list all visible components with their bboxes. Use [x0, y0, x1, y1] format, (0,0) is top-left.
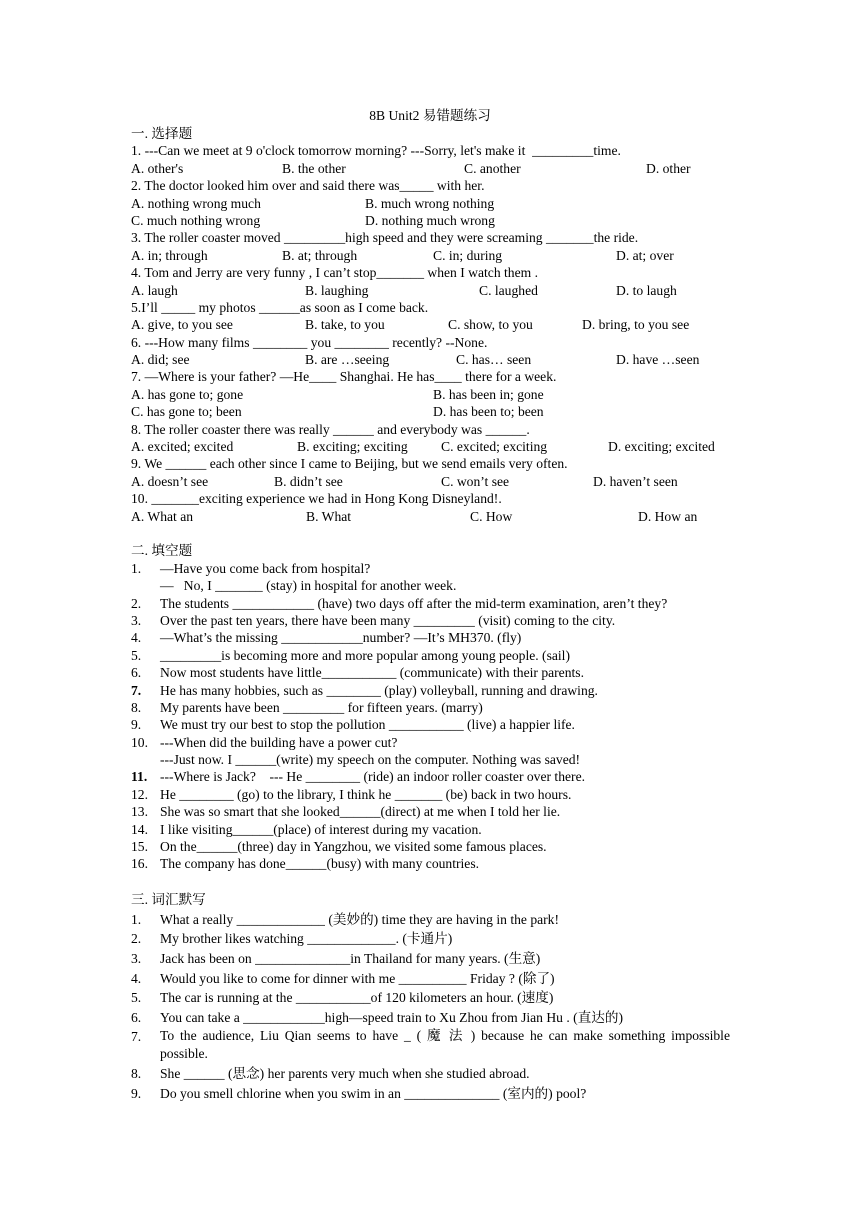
option-c: C. has gone to; been	[131, 404, 242, 420]
fill-item: 7. He has many hobbies, such as ________ (play) volleyball, running and drawing.	[131, 682, 598, 698]
question-5: 5.I’ll _____ my photos ______as soon as I come back.	[131, 299, 429, 315]
option-d: D. bring, to you see	[582, 317, 690, 333]
option-a: A. nothing wrong much	[131, 195, 261, 211]
fill-item: 15. On the______(three) day in Yangzhou, we visited some famous places.	[131, 839, 547, 855]
section-heading-fill-blank: 二. 填空题	[131, 543, 193, 559]
option-d: D. other	[646, 160, 691, 176]
option-b: B. didn’t see	[274, 473, 343, 489]
option-d: D. nothing much wrong	[365, 212, 495, 228]
question-4: 4. Tom and Jerry are very funny , I can’t stop_______ when I watch them .	[131, 265, 539, 281]
option-a: A. doesn’t see	[131, 473, 209, 489]
option-a: A. has gone to; gone	[131, 386, 244, 402]
option-d: D. How an	[638, 508, 698, 524]
fill-item: 2. The students ____________ (have) two days off after the mid-term examination, aren’t they?	[131, 595, 668, 611]
options-10	[131, 508, 731, 525]
option-b: B. What	[306, 508, 352, 524]
option-d: D. has been to; been	[433, 404, 544, 420]
vocab-item: 5. The car is running at the ___________of 120 kilometers an hour. (速度)	[131, 990, 554, 1006]
option-b: B. exciting; exciting	[297, 439, 408, 455]
fill-item: 11. ---Where is Jack? --- He ________ (ride) an indoor roller coaster over there.	[131, 769, 585, 785]
options-9	[131, 473, 731, 490]
option-a: A. What an	[131, 508, 194, 524]
options-1	[131, 160, 731, 177]
fill-item: 1. —Have you come back from hospital?	[131, 560, 371, 576]
fill-item: 4. —What’s the missing ____________number? —It’s MH370. (fly)	[131, 630, 522, 646]
option-d: D. haven’t seen	[593, 473, 678, 489]
option-c: C. another	[464, 160, 521, 176]
option-c: C. laughed	[479, 282, 538, 298]
vocab-item: 2. My brother likes watching _____________. (卡通片)	[131, 931, 453, 947]
option-d: D. at; over	[616, 247, 674, 263]
question-6: 6. ---How many films ________ you ________ recently? --None.	[131, 334, 488, 350]
option-d: D. exciting; excited	[608, 439, 715, 455]
question-7: 7. —Where is your father? —He____ Shanghai. He has____ there for a week.	[131, 369, 557, 385]
option-c: C. show, to you	[448, 317, 533, 333]
option-a: A. laugh	[131, 282, 178, 298]
fill-item: 14. I like visiting______(place) of interest during my vacation.	[131, 821, 482, 837]
worksheet	[131, 106, 731, 1104]
fill-item: 12. He ________ (go) to the library, I think he _______ (be) back in two hours.	[131, 786, 572, 802]
option-b: B. are …seeing	[305, 352, 390, 368]
option-b: B. has been in; gone	[433, 386, 544, 402]
option-d: D. to laugh	[616, 282, 677, 298]
options-2b	[131, 212, 731, 229]
vocab-item: 8. She ______ (思念) her parents very much when she studied abroad.	[131, 1066, 530, 1082]
fill-item: 16. The company has done______(busy) with many countries.	[131, 856, 480, 872]
options-7b	[131, 403, 731, 420]
fill-item: 5. _________is becoming more and more popular among young people. (sail)	[131, 647, 570, 663]
option-c: C. has… seen	[456, 352, 532, 368]
fill-item: 10. ---When did the building have a power cut?	[131, 734, 398, 750]
worksheet-title: 8B Unit2 易错题练习	[369, 108, 491, 123]
option-c: C. won’t see	[441, 473, 510, 489]
option-a: A. did; see	[131, 352, 190, 368]
fill-item: 6. Now most students have little___________ (communicate) with their parents.	[131, 665, 584, 681]
option-a: A. other's	[131, 160, 184, 176]
vocab-item: 1. What a really _____________ (美妙的) time they are having in the park!	[131, 911, 560, 927]
option-a: A. excited; excited	[131, 439, 234, 455]
question-1: 1. ---Can we meet at 9 o'clock tomorrow morning? ---Sorry, let's make it _________time.	[131, 143, 621, 159]
options-6	[131, 351, 731, 368]
option-b: B. the other	[282, 160, 346, 176]
question-9: 9. We ______ each other since I came to Beijing, but we send emails very often.	[131, 456, 568, 472]
fill-item: 8. My parents have been _________ for fifteen years. (marry)	[131, 699, 483, 715]
option-b: B. much wrong nothing	[365, 195, 495, 211]
question-3: 3. The roller coaster moved _________high speed and they were screaming _______the ride.	[131, 230, 639, 246]
vocab-item: 7. To the audience, Liu Qian seems to have _ ( 魔 法 ) because he can make something impossible possible.	[131, 1028, 730, 1062]
fill-item: 9. We must try our best to stop the pollution ___________ (live) a happier life.	[131, 717, 575, 733]
options-4	[131, 282, 731, 299]
question-2: 2. The doctor looked him over and said there was_____ with her.	[131, 178, 485, 194]
options-3	[131, 247, 731, 264]
options-5	[131, 316, 731, 333]
vocab-item: 9. Do you smell chlorine when you swim in an ______________ (室内的) pool?	[131, 1085, 587, 1101]
option-b: B. take, to you	[305, 317, 385, 333]
option-b: B. laughing	[305, 282, 369, 298]
fill-item: — No, I _______ (stay) in hospital for another week.	[160, 578, 457, 594]
option-c: C. much nothing wrong	[131, 212, 261, 228]
options-8	[131, 438, 731, 455]
vocab-item: 3. Jack has been on ______________in Thailand for many years. (生意)	[131, 950, 541, 966]
option-b: B. at; through	[282, 247, 358, 263]
fill-item: ---Just now. I ______(write) my speech on the computer. Nothing was saved!	[160, 752, 581, 768]
option-c: C. excited; exciting	[441, 439, 548, 455]
option-c: C. How	[470, 508, 513, 524]
options-2	[131, 195, 731, 212]
section-heading-vocabulary: 三. 词汇默写	[131, 892, 206, 908]
vocab-item: 4. Would you like to come for dinner with me __________ Friday ? (除了)	[131, 970, 555, 986]
question-10: 10. _______exciting experience we had in Hong Kong Disneyland!.	[131, 491, 502, 507]
question-8: 8. The roller coaster there was really ______ and everybody was ______.	[131, 421, 530, 437]
option-a: A. in; through	[131, 247, 208, 263]
vocab-item: 6. You can take a ____________high—speed train to Xu Zhou from Jian Hu . (直达的)	[131, 1009, 624, 1025]
option-d: D. have …seen	[616, 352, 700, 368]
fill-item: 13. She was so smart that she looked______(direct) at me when I told her lie.	[131, 804, 561, 820]
option-a: A. give, to you see	[131, 317, 233, 333]
options-7	[131, 386, 731, 403]
fill-item: 3. Over the past ten years, there have been many _________ (visit) coming to the city.	[131, 612, 616, 628]
option-c: C. in; during	[433, 247, 503, 263]
section-heading-choice: 一. 选择题	[131, 126, 193, 141]
